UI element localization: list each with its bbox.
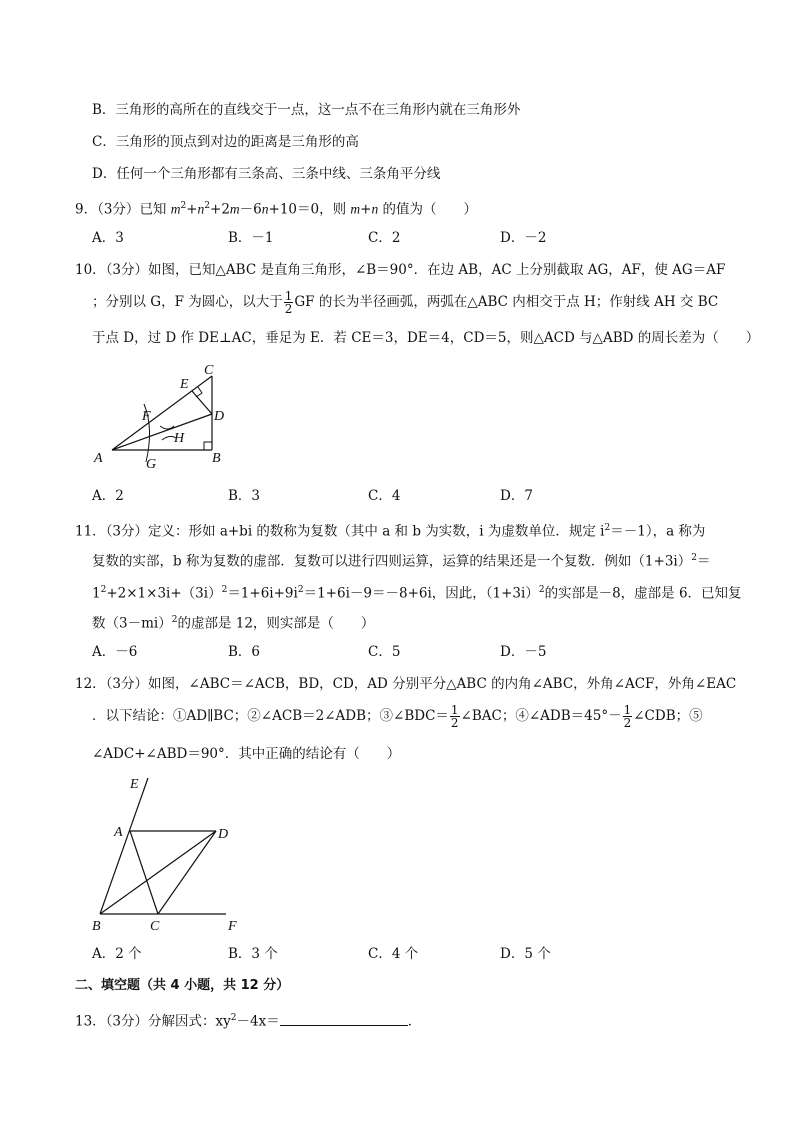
q12-label-a: A [114, 825, 123, 840]
q11-stem-line3: $1^2+2\times 1\times 3i+(3i)^2=1+6i+9i^2=1+6i-9=-8+6i$，因此，$(1+3i)^2$的实部是－8，虚部是 6．已知复 [92, 585, 742, 602]
q12-option-c: C．4 个 [368, 946, 419, 962]
q10-figure [88, 358, 248, 470]
q12-ray-be [100, 778, 148, 914]
q9-stem: 9．（3分）已知 $m^2+n^2+2m-6n+10=0$，则 m+n 的值为（ ） [75, 201, 478, 218]
q9-option-b: B．－1 [228, 230, 274, 246]
q10-number: 10． [75, 262, 106, 278]
q12-segment-bd [100, 831, 216, 914]
section-heading: 二、填空题（共 4 小题，共 12 分） [75, 978, 290, 993]
q12-segment-ac [130, 831, 158, 914]
q10-label-f: F [142, 409, 151, 424]
q11-stem-line2: 复数的实部，b 称为复数的虚部．复数可以进行四则运算，运算的结果还是一个复数．例如$(1+3i)^2=$ [92, 553, 711, 570]
q11-number: 11． [75, 523, 106, 540]
q10-label-g: G [146, 457, 157, 470]
q10-fraction: $\frac{1}{2}$ [284, 289, 293, 316]
q9-number: 9． [75, 201, 98, 218]
q11-option-b: B．6 [228, 644, 261, 660]
q10-option-c: C．4 [368, 488, 401, 504]
q10-right-angle-b [204, 442, 212, 450]
q10-stem-line1: 10．（3分）如图，已知△ABC 是直角三角形，∠B＝90°．在边 AB，AC 上分别截取 AG，AF，使 AG＝AF [75, 262, 726, 278]
q12-stem-line3: ∠ADC+∠ABD＝90°．其中正确的结论有（ ） [92, 746, 401, 762]
q12-number: 12． [75, 676, 106, 692]
q12-figure [86, 772, 246, 938]
q12-label-c: C [150, 919, 160, 934]
q8-option-b: B．三角形的高所在的直线交于一点，这一点不在三角形内就在三角形外 [92, 102, 521, 118]
q10-stem-line3: 于点 D，过 D 作 DE⊥AC，垂足为 E．若 CE＝3，DE＝4，CD＝5，则△ACD 与△ABD 的周长差为（ ） [92, 330, 760, 346]
q10-label-e: E [180, 377, 189, 392]
q11-option-d: D．－5 [500, 644, 547, 660]
q10-side-ac [112, 376, 212, 450]
q9-option-a: A．3 [92, 230, 124, 246]
q10-label-c: C [204, 363, 214, 378]
q10-option-b: B．3 [228, 488, 261, 504]
q11-option-a: A．－6 [92, 644, 138, 660]
q10-label-a: A [94, 451, 103, 466]
q12-fraction-1: $\frac{1}{2}$ [450, 703, 459, 730]
q12-stem-line1: 12．（3分）如图，∠ABC＝∠ACB，BD，CD，AD 分别平分△ABC 的内角∠ABC，外角∠ACF，外角∠EAC [75, 676, 737, 692]
q10-label-h: H [174, 431, 185, 446]
q10-option-a: A．2 [92, 488, 124, 504]
q12-option-a: A．2 个 [92, 946, 142, 962]
q12-label-b: B [92, 919, 101, 934]
q12-label-d: D [218, 827, 229, 842]
q12-option-d: D．5 个 [500, 946, 551, 962]
q10-ray-ad [112, 414, 212, 450]
q10-segment-de [192, 391, 212, 414]
q12-option-b: B．3 个 [228, 946, 278, 962]
q9-option-c: C．2 [368, 230, 401, 246]
q9-score: （3分） [97, 201, 140, 218]
q13-number: 13． [75, 1013, 106, 1030]
q12-stem-line2: ．以下结论：①AD∥BC；②∠ACB＝2∠ADB；③∠BDC＝ $\frac{1}{2}$ ∠BAC；④∠ADB＝45°－ $\frac{1}{2}$ ∠CDB；⑤ [92, 703, 703, 730]
q10-right-angle-e [196, 387, 202, 397]
q12-label-e: E [130, 777, 139, 792]
q11-stem-line1: 11．（3分）定义：形如 a+bi 的数称为复数（其中 a 和 b 为实数，i 为虚数单位．规定 $i^2=-1$），a 称为 [75, 523, 706, 540]
q10-stem-line2: ；分别以 G，F 为圆心，以大于 $\frac{1}{2}$ GF 的长为半径画弧，两弧在△ABC 内相交于点 H；作射线 AH 交 BC [92, 289, 719, 316]
q12-segment-cd [158, 831, 216, 914]
q12-fraction-2: $\frac{1}{2}$ [623, 703, 632, 730]
q11-stem-line4: 数$(3-mi)^2$的虚部是 12，则实部是（ ） [92, 615, 375, 632]
q10-option-d: D．7 [500, 488, 533, 504]
q8-option-c: C．三角形的顶点到对边的距离是三角形的高 [92, 134, 359, 150]
q12-label-f: F [228, 919, 237, 934]
q9-option-d: D．－2 [500, 230, 547, 246]
q10-label-d: D [214, 409, 225, 424]
q13-answer-blank[interactable] [280, 1011, 408, 1026]
q13-stem: 13．（3分）分解因式：$xy^2-4x=$ ． [75, 1008, 421, 1032]
q8-option-d: D．任何一个三角形都有三条高、三条中线、三条角平分线 [92, 166, 441, 182]
q11-option-c: C．5 [368, 644, 401, 660]
q10-label-b: B [212, 451, 221, 466]
